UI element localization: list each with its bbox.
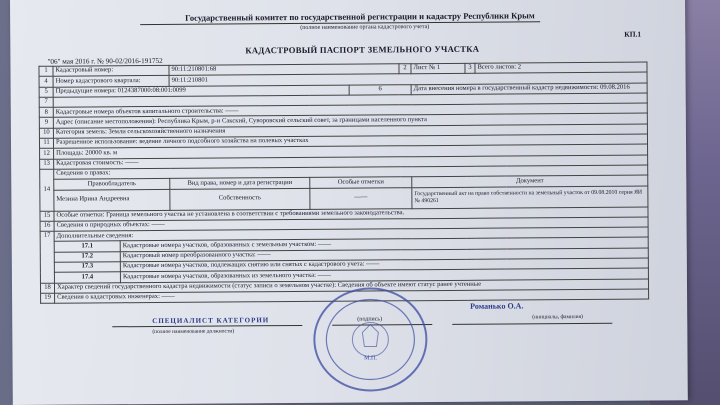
- signature-note: (подпись): [357, 316, 383, 323]
- date-number: "06" мая 2016 г. № 90-02/2016-191752: [47, 56, 163, 66]
- special-marks: ——: [310, 187, 412, 209]
- cadastral-value: Кадастровая стоимость: ——: [54, 155, 648, 169]
- row-number: 15: [40, 211, 54, 221]
- land-category: Категория земель: Земли сельскохозяйственного назначения: [53, 124, 647, 138]
- col-document: Документ: [412, 175, 648, 187]
- sheet-number: Лист № 1: [411, 63, 465, 74]
- document-title: КАДАСТРОВЫЙ ПАСПОРТ ЗЕМЕЛЬНОГО УЧАСТКА: [245, 43, 480, 56]
- capital-objects: Кадастровые номера объектов капитального строительства: ——: [53, 103, 647, 117]
- col-holder: Правообладатель: [54, 179, 170, 190]
- row-number: 16: [40, 221, 54, 231]
- signer-title: СПЕЦИАЛИСТ КАТЕГОРИИ: [152, 316, 270, 326]
- sub-number: 17.2: [54, 251, 120, 262]
- row-number: 17: [40, 231, 54, 283]
- row-number: 7: [39, 97, 53, 107]
- agency-name: Государственный комитет по государственной регистрации и кадастру Республики Крым: [185, 10, 535, 23]
- signer-name-line: [452, 323, 612, 325]
- holder-name: Мезина Ирина Андреевна: [54, 189, 170, 211]
- cell-number: 3: [465, 63, 475, 73]
- special-notes: Особые отметки: Граница земельного участка не установлена в соответствии с требованиями земельного законодательства.: [54, 207, 648, 221]
- row-number: 8: [39, 107, 53, 117]
- signer-name-note: (инициалы, фамилия): [532, 314, 583, 321]
- sub-number: 17.1: [54, 241, 120, 252]
- col-marks: Особые отметки: [310, 177, 412, 188]
- row-number: 10: [39, 128, 53, 138]
- row-number: 14: [40, 169, 54, 211]
- agency-note: (полное наименование органа кадастрового учета): [300, 24, 430, 31]
- record-status: Характер сведений государственного кадастра недвижимости (статус записи о земельном участке): Сведения об объекте имеют статус ранее учтенные: [54, 279, 648, 293]
- additional-info: Дополнительные сведения:: [54, 227, 648, 241]
- sub-number: 17.3: [54, 262, 120, 273]
- cadastral-engineers: Сведения о кадастровых инженерах: ——: [55, 289, 649, 303]
- row-number: 18: [40, 283, 54, 293]
- signer-name: Романько О.А.: [470, 301, 524, 311]
- permitted-use: Разрешенное использование: ведение личного подсобного хозяйства на полевых участках: [53, 134, 647, 148]
- cadastral-table: [38, 62, 649, 304]
- row-number: 12: [40, 149, 54, 159]
- row-number: 9: [39, 118, 53, 128]
- row-number: 19: [41, 293, 55, 303]
- form-code: КП.1: [624, 29, 642, 39]
- document-page: [10, 0, 688, 405]
- total-sheets: Всего листов: 2: [475, 62, 647, 73]
- row-number: 11: [39, 138, 53, 148]
- sub-text: Кадастровые номера участков, образованных с земельным участком: ——: [120, 238, 648, 252]
- cadastral-number-value: 90:11:210801:68: [169, 64, 399, 76]
- address: Адрес (описание местоположения): Республика Крым, р-н Сакский, Суворовский сельский совет, за границами населенного пункта: [53, 114, 647, 128]
- signer-title-note: (полное наименование должности): [152, 328, 235, 336]
- row-number: 4: [39, 76, 53, 86]
- cell-number: 2: [399, 64, 411, 74]
- sub-text: Кадастровый номер преобразованного участка: ——: [120, 248, 648, 262]
- cadastral-number-label: Кадастровый номер:: [53, 65, 169, 76]
- natural-objects: Сведения о природных объектах: ——: [54, 217, 648, 231]
- rights-label: Сведения о правах:: [54, 165, 648, 179]
- signer-title-line: [112, 325, 302, 327]
- area: Площадь: 20000 кв. м: [54, 144, 648, 158]
- row-number: 5: [39, 87, 53, 97]
- quarter-number-label: Номер кадастрового квартала:: [53, 76, 169, 87]
- quarter-number-value: 90:11:210801: [169, 72, 647, 86]
- rights-document: Государственный акт на право собственности на земельный участок от 09.08.2010 серия ЯИ № 490261: [412, 186, 648, 209]
- cell-number: 6: [349, 84, 411, 95]
- stamp-text: М.П.: [364, 355, 377, 362]
- date-entry: Дата внесения номера в государственный кадастр недвижимости: 09.08.2016: [411, 83, 647, 95]
- official-seal-stamp: [310, 284, 431, 395]
- right-type: Собственность: [170, 188, 310, 210]
- row-number: 1: [39, 66, 53, 76]
- sub-number: 17.4: [54, 272, 120, 283]
- sub-text: Кадастровые номера участков, образованных из земельного участка: ——: [120, 268, 648, 282]
- col-right: Вид права, номер и дата регистрации: [170, 178, 310, 189]
- row-number: 13: [40, 159, 54, 169]
- previous-numbers: Предыдущие номера: 0124387000:08:001:0099: [53, 85, 349, 97]
- sub-text: Кадастровые номера участков, подлежащих снятию или снятых с кадастрового учета: ——: [120, 258, 648, 272]
